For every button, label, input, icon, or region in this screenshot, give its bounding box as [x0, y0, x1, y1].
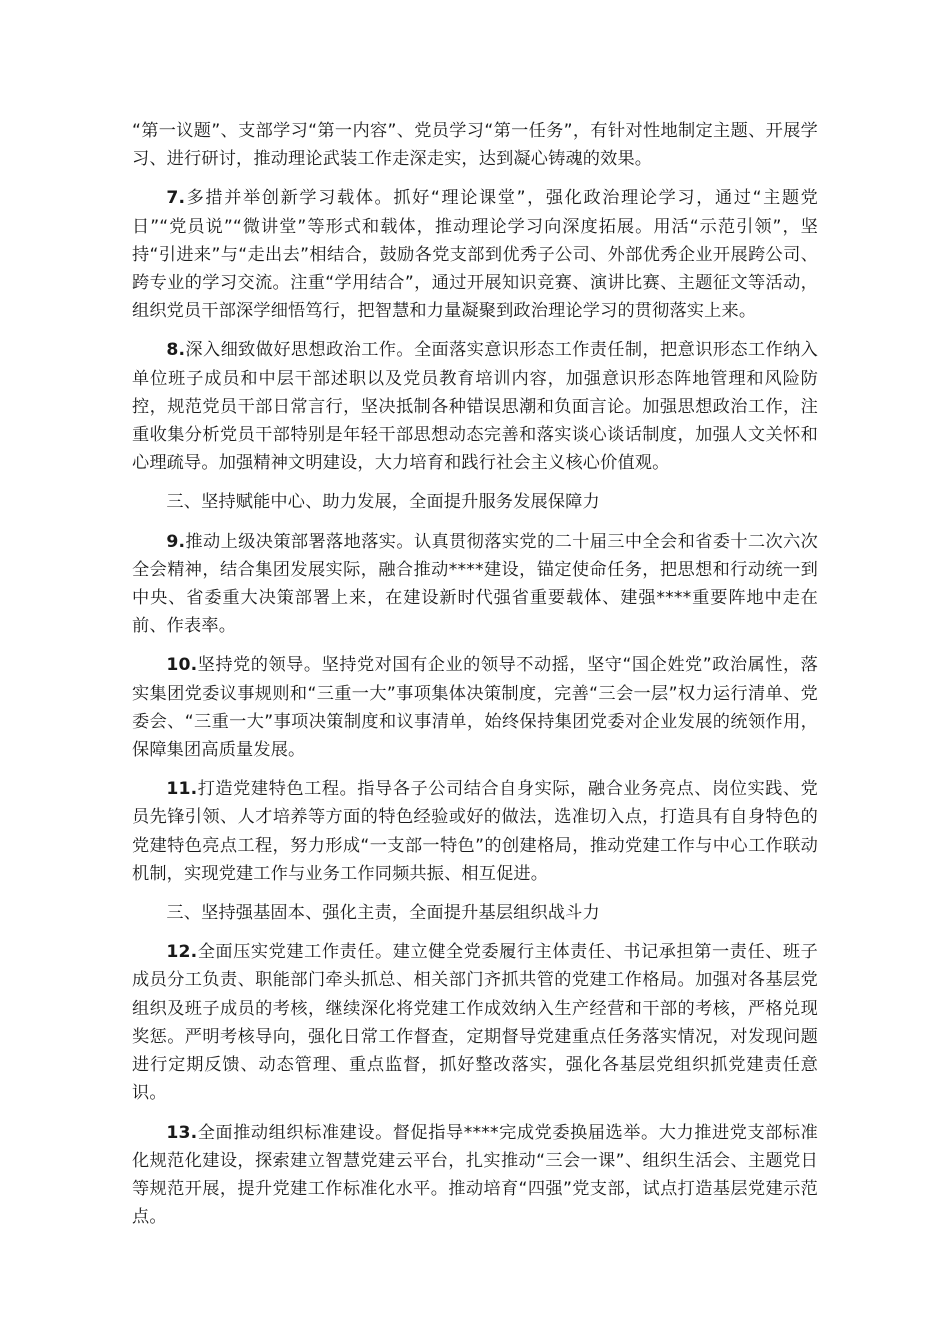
paragraph-continuation: [132, 117, 818, 173]
item-number: 10.: [166, 655, 198, 676]
paragraph-text: 深入细致做好思想政治工作。全面落实意识形态工作责任制，把意识形态工作纳入单位班子成员和中层干部述职以及党员教育培训内容，加强意识形态阵地管理和风险防控，规范党员干部日常言行，坚决抵制各种错误思潮和负面言论。加强思想政治工作，注重收集分析党员干部特别是年轻干部思想动态完善和落实谈心谈话制度，加强人文关怀和心理疏导。加强精神文明建设，大力培育和践行社会主义核心价值观。: [132, 340, 818, 474]
paragraph-item-9: [132, 528, 818, 641]
item-number: 8.: [166, 340, 186, 361]
item-number: 13.: [166, 1122, 198, 1143]
heading-text: 三、坚持赋能中心、助力发展，全面提升服务发展保障力: [166, 492, 600, 513]
paragraph-text: “第一议题”、支部学习“第一内容”、党员学习“第一任务”，有针对性地制定主题、开展学习、进行研讨，推动理论武装工作走深走实，达到凝心铸魂的效果。: [132, 121, 818, 170]
paragraph-item-12: [132, 938, 818, 1107]
item-number: 11.: [166, 779, 198, 800]
paragraph-text: 全面推动组织标准建设。督促指导****完成党委换届选举。大力推进党支部标准化规范化建设，探索建立智慧党建云平台，扎实推动“三会一课”、组织生活会、主题党日等规范开展，提升党建工作标准化水平。推动培育“四强”党支部，试点打造基层党建示范点。: [132, 1122, 818, 1228]
item-number: 12.: [166, 942, 198, 963]
paragraph-item-11: [132, 775, 818, 888]
paragraph-text: 打造党建特色工程。指导各子公司结合自身实际，融合业务亮点、岗位实践、党员先锋引领、人才培养等方面的特色经验或好的做法，选准切入点，打造具有自身特色的党建特色亮点工程，努力形成“一支部一特色”的创建格局，推动党建工作与中心工作联动机制，实现党建工作与业务工作同频共振、相互促进。: [132, 779, 818, 884]
paragraph-item-10: [132, 651, 818, 764]
paragraph-text: 全面压实党建工作责任。建立健全党委履行主体责任、书记承担第一责任、班子成员分工负责、职能部门牵头抓总、相关部门齐抓共管的党建工作格局。加强对各基层党组织及班子成员的考核，继续深化将党建工作成效纳入生产经营和干部的考核，严格兑现奖惩。严明考核导向，强化日常工作督查，定期督导党建重点任务落实情况，对发现问题进行定期反馈、动态管理、重点监督，抓好整改落实，强化各基层党组织抓党建责任意识。: [132, 942, 818, 1104]
item-number: 7.: [166, 188, 186, 209]
paragraph-item-13: [132, 1119, 818, 1232]
paragraph-text: 多措并举创新学习载体。抓好“理论课堂”，强化政治理论学习，通过“主题党日”“党员说”“微讲堂”等形式和载体，推动理论学习向深度拓展。用活“示范引领”，坚持“引进来”与“走出去”相结合，鼓励各党支部到优秀子公司、外部优秀企业开展跨公司、跨专业的学习交流。注重“学用结合”，通过开展知识竞赛、演讲比赛、主题征文等活动，组织党员干部深学细悟笃行，把智慧和力量凝聚到政治理论学习的贯彻落实上来。: [132, 188, 818, 322]
paragraph-text: 坚持党的领导。坚持党对国有企业的领导不动摇，坚守“国企姓党”政治属性，落实集团党委议事规则和“三重一大”事项集体决策制度，完善“三会一层”权力运行清单、党委会、“三重一大”事项决策制度和议事清单，始终保持集团党委对企业发展的统领作用，保障集团高质量发展。: [132, 655, 818, 761]
heading-text: 三、坚持强基固本、强化主责，全面提升基层组织战斗力: [166, 903, 600, 924]
paragraph-text: 推动上级决策部署落地落实。认真贯彻落实党的二十届三中全会和省委十二次六次全会精神，结合集团发展实际，融合推动****建设，锚定使命任务，把思想和行动统一到中央、省委重大决策部署上来，在建设新时代强省重要载体、建强****重要阵地中走在前、作表率。: [132, 531, 818, 637]
paragraph-item-7: [132, 184, 818, 325]
section-heading-empowerment: [132, 488, 818, 516]
section-heading-foundation: [132, 899, 818, 927]
paragraph-item-8: [132, 336, 818, 477]
item-number: 9.: [166, 531, 186, 552]
